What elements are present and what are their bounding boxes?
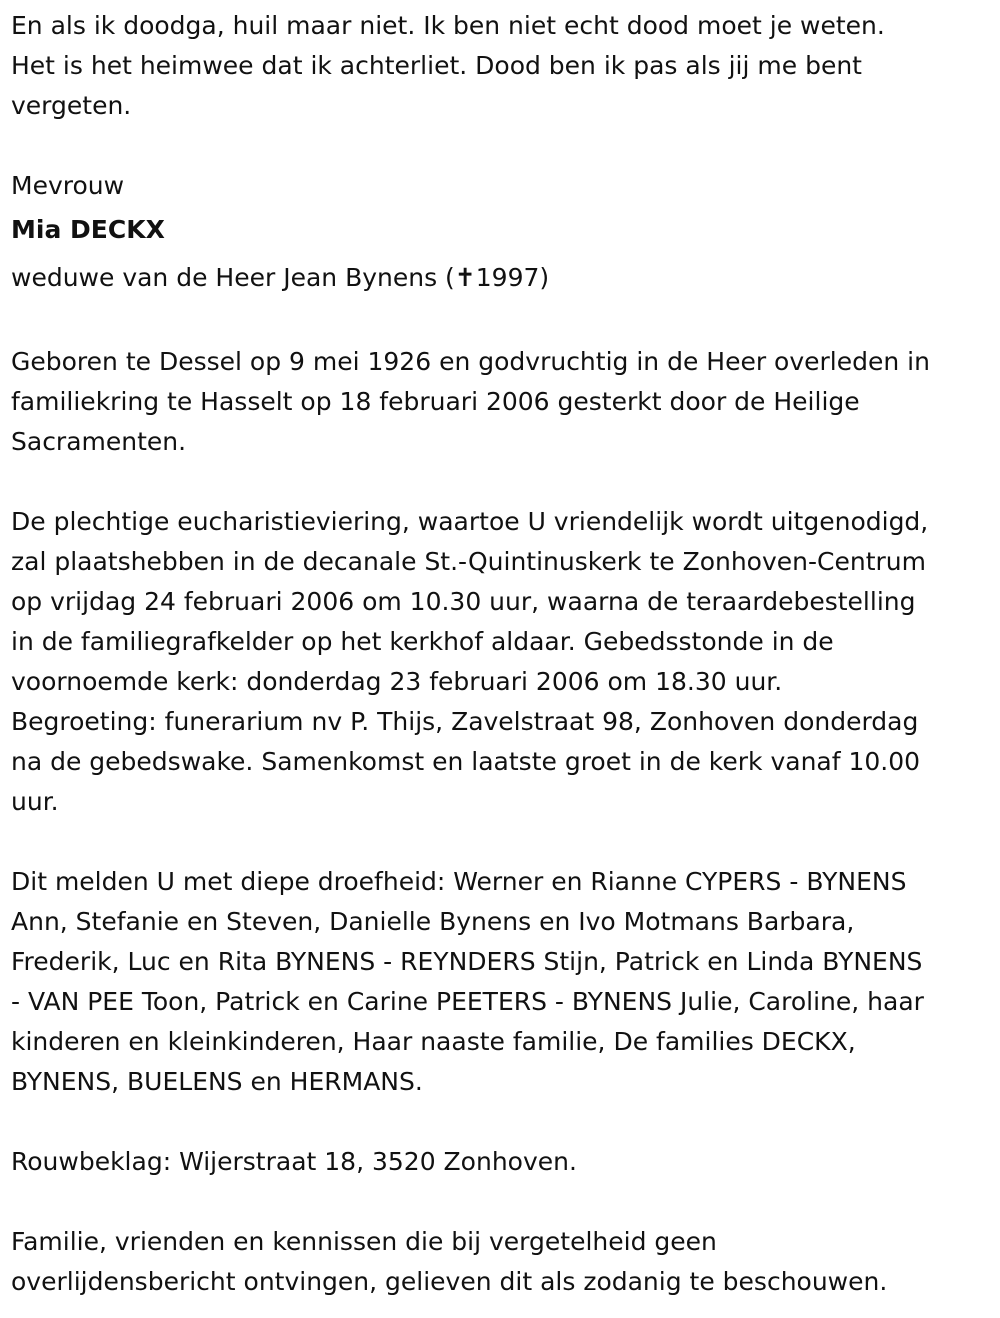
poem-paragraph: En als ik doodga, huil maar niet. Ik ben niet echt dood moet je weten. Het is het heimwee dat ik achterliet. Dood ben ik pas als jij me bent vergeten. [11, 11, 885, 120]
spacer [11, 822, 991, 862]
birth-death-paragraph: Geboren te Dessel op 9 mei 1926 en godvruchtig in de Heer overleden in familiekring te Hasselt op 18 februari 2006 gesterkt door de Heilige Sacramenten. [11, 347, 930, 456]
ceremony-paragraph: De plechtige eucharistieviering, waartoe U vriendelijk wordt uitgenodigd, zal plaatshebben in de decanale St.-Quintinuskerk te Zonhoven-Centrum op vrijdag 24 februari 2006 om 10.30 uur, waarna de teraardebestelling in de familiegrafkelder op het kerkhof aldaar. Gebedsstonde in de voornoemde kerk: donderdag 23 februari 2006 om 18.30 uur. Begroeting: funerarium nv P. Thijs, Zavelstraat 98, Zonhoven donderdag na de gebedswake. Samenkomst en laatste groet in de kerk vanaf 10.00 uur. [11, 507, 929, 816]
spacer [11, 1182, 991, 1222]
closing-paragraph: Familie, vrienden en kennissen die bij vergetelheid geen overlijdensbericht ontvingen, gelieven dit als zodanig te beschouwen. [11, 1227, 888, 1296]
spacer [11, 302, 991, 342]
condolence-address: Rouwbeklag: Wijerstraat 18, 3520 Zonhoven. [11, 1147, 577, 1176]
obituary-notice [11, 6, 991, 1302]
widow-of-line: weduwe van de Heer Jean Bynens (✝1997) [11, 263, 550, 292]
spacer [11, 1102, 991, 1142]
spacer [11, 462, 991, 502]
deceased-name: Mia DECKX [11, 215, 165, 244]
spacer [11, 126, 991, 166]
salutation: Mevrouw [11, 171, 125, 200]
announcers-paragraph: Dit melden U met diepe droefheid: Werner en Rianne CYPERS - BYNENS Ann, Stefanie en Steven, Danielle Bynens en Ivo Motmans Barbara, Frederik, Luc en Rita BYNENS - REYNDERS Stijn, Patrick en Linda BYNENS - VAN PEE Toon, Patrick en Carine PEETERS - BYNENS Julie, Caroline, haar kinderen en kleinkinderen, Haar naaste familie, De families DECKX, BYNENS, BUELENS en HERMANS. [11, 867, 924, 1096]
